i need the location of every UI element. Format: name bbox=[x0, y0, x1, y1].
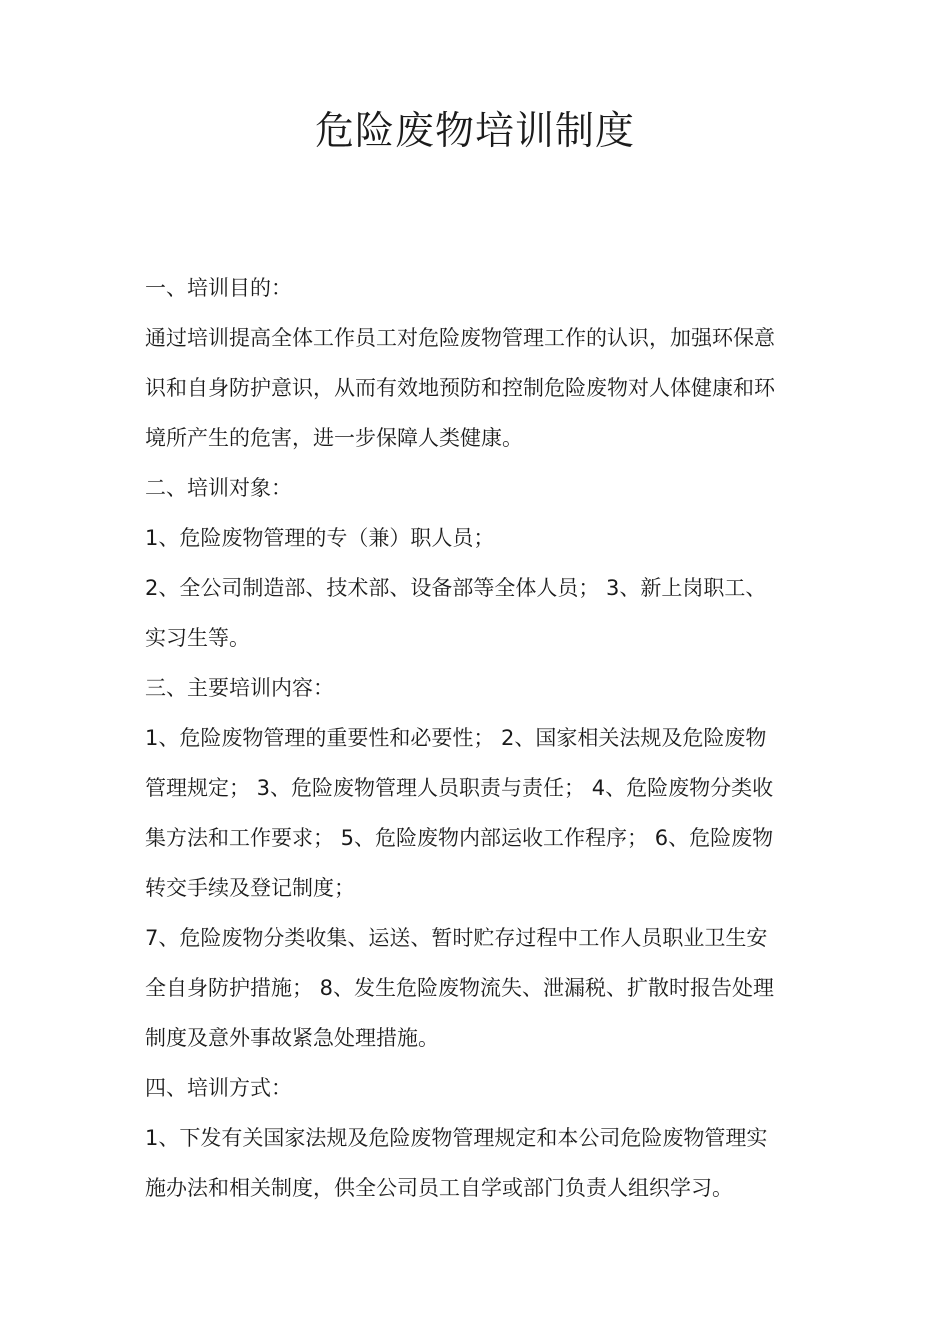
section-heading-purpose: 一、培训目的： bbox=[145, 276, 292, 300]
paragraph-line: 施办法和相关制度，供全公司员工自学或部门负责人组织学习。 bbox=[145, 1176, 733, 1200]
section-heading-method: 四、培训方式： bbox=[145, 1076, 292, 1100]
paragraph-line: 通过培训提高全体工作员工对危险废物管理工作的认识，加强环保意 bbox=[145, 326, 775, 350]
section-heading-content: 三、主要培训内容： bbox=[145, 676, 334, 700]
paragraph-line: 境所产生的危害，进一步保障人类健康。 bbox=[145, 426, 523, 450]
paragraph-line: 转交手续及登记制度； bbox=[145, 876, 355, 900]
paragraph-line: 1、危险废物管理的专（兼）职人员； bbox=[145, 526, 495, 550]
paragraph-line: 7、危险废物分类收集、运送、暂时贮存过程中工作人员职业卫生安 bbox=[145, 926, 768, 950]
paragraph-line: 集方法和工作要求； 5、危险废物内部运收工作程序； 6、危险废物 bbox=[145, 826, 774, 850]
paragraph-line: 识和自身防护意识，从而有效地预防和控制危险废物对人体健康和环 bbox=[145, 376, 775, 400]
paragraph-line: 全自身防护措施； 8、发生危险废物流失、泄漏税、扩散时报告处理 bbox=[145, 976, 775, 1000]
paragraph-line: 1、下发有关国家法规及危险废物管理规定和本公司危险废物管理实 bbox=[145, 1126, 768, 1150]
paragraph-line: 1、危险废物管理的重要性和必要性； 2、国家相关法规及危险废物 bbox=[145, 726, 767, 750]
document-body bbox=[145, 263, 813, 1213]
paragraph-line: 2、全公司制造部、技术部、设备部等全体人员； 3、新上岗职工、 bbox=[145, 576, 767, 600]
document-title: 危险废物培训制度 bbox=[314, 109, 635, 154]
paragraph-line: 管理规定； 3、危险废物管理人员职责与责任； 4、危险废物分类收 bbox=[145, 776, 774, 800]
section-heading-audience: 二、培训对象： bbox=[145, 476, 292, 500]
paragraph-line: 实习生等。 bbox=[145, 626, 250, 650]
paragraph-line: 制度及意外事故紧急处理措施。 bbox=[145, 1026, 439, 1050]
